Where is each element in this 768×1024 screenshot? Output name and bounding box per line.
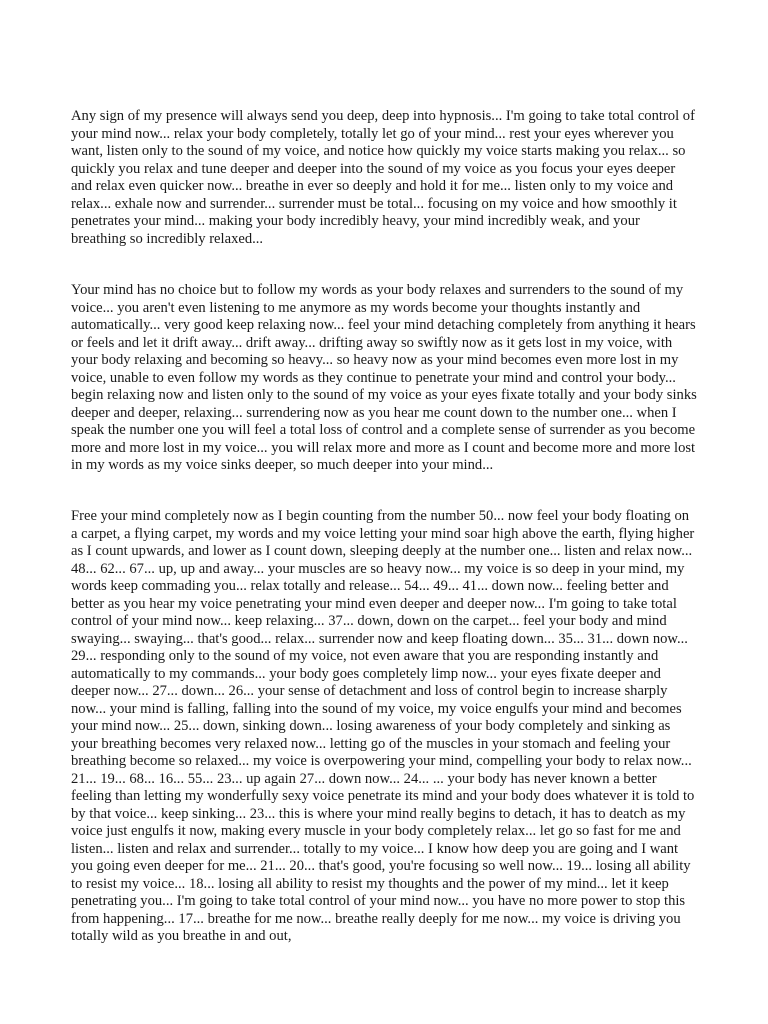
paragraph-3: Free your mind completely now as I begin counting from the number 50... now feel your body floating on a carpet, a flying carpet, my words and my voice letting your mind soar high above the earth, flying higher as I count upwards, and lower as I count down, sleeping deeply at the number one... listen and relax now... 48... 62... 67... up, up and away... your muscles are so heavy now... my voice is so deep in your mind, my words keep commading you... relax totally and release... 54... 49... 41... down now... feeling better and better as you hear my voice penetrating your mind even deeper and deeper now... I'm going to take total control of your mind now... keep relaxing... 37... down, down on the carpet... feel your body and mind swaying... swaying... that's good... relax... surrender now and keep floating down... 35... 31... down now... 29... responding only to the sound of my voice, not even aware that you are responding instantly and automatically to my commands... your body goes completely limp now... your eyes fixate deeper and deeper now... 27... down... 26... your sense of detachment and loss of control begin to increase sharply now... your mind is falling, falling into the sound of my voice, my voice engulfs your mind and becomes your mind now... 25... down, sinking down... losing awareness of your body completely and sinking as your breathing becomes very relaxed now... letting go of the muscles in your stomach and feeling your breathing become so relaxed... my voice is overpowering your mind, compelling your body to relax now... 21... 19... 68... 16... 55... 23... up again 27... down now... 24... ... your body has never known a better feeling than letting my wonderfully sexy voice penetrate its mind and your body does whatever it is told to by that voice... keep sinking... 23... this is where your mind really begins to detach, it has to deatch as my voice just engulfs it now, making every muscle in your body completely relax... let go so fast for me and listen... listen and relax and surrender... totally to my voice... I know how deep you are going and I want you going even deeper for me... 21... 20... that's good, you're focusing so well now... 19... losing all ability to resist my voice... 18... losing all ability to resist my thoughts and the power of my mind... let it keep penetrating you... I'm going to take total control of your mind now... you have no more power to stop this from happening... 17... breathe for me now... breathe really deeply for me now... my voice is driving you totally wild as you breathe in and out, (71, 508, 695, 944)
paragraph-1: Any sign of my presence will always send you deep, deep into hypnosis... I'm going to take total control of your mind now... relax your body completely, totally let go of your mind... rest your eyes wherever you want, listen only to the sound of my voice, and notice how quickly my voice starts making you relax... so quickly you relax and tune deeper and deeper into the sound of my voice as you focus your eyes deeper and relax even quicker now... breathe in ever so deeply and hold it for me... listen only to my voice and relax... exhale now and surrender... surrender must be total... focusing on my voice and how smoothly it penetrates your mind... making your body incredibly heavy, your mind incredibly weak, and your breathing so incredibly relaxed... (71, 108, 695, 247)
paragraph-2: Your mind has no choice but to follow my words as your body relaxes and surrenders to the sound of my voice... you aren't even listening to me anymore as my words become your thoughts instantly and automatically... very good keep relaxing now... feel your mind detaching completely from anything it hears or feels and let it drift away... drift away... drifting away so swiftly now as it gets lost in my voice, with your body relaxing and becoming so heavy... so heavy now as your mind becomes even more lost in my voice, unable to even follow my words as they continue to penetrate your mind and control your body... begin relaxing now and listen only to the sound of my voice as your eyes fixate totally and your body sinks deeper and deeper, relaxing... surrendering now as you hear me count down to the number one... when I speak the number one you will feel a total loss of control and a complete sense of surrender as you become more and more lost in my voice... you will relax more and more as I count and become more and more lost in my words as my voice sinks deeper, so much deeper into your mind... (71, 282, 697, 473)
